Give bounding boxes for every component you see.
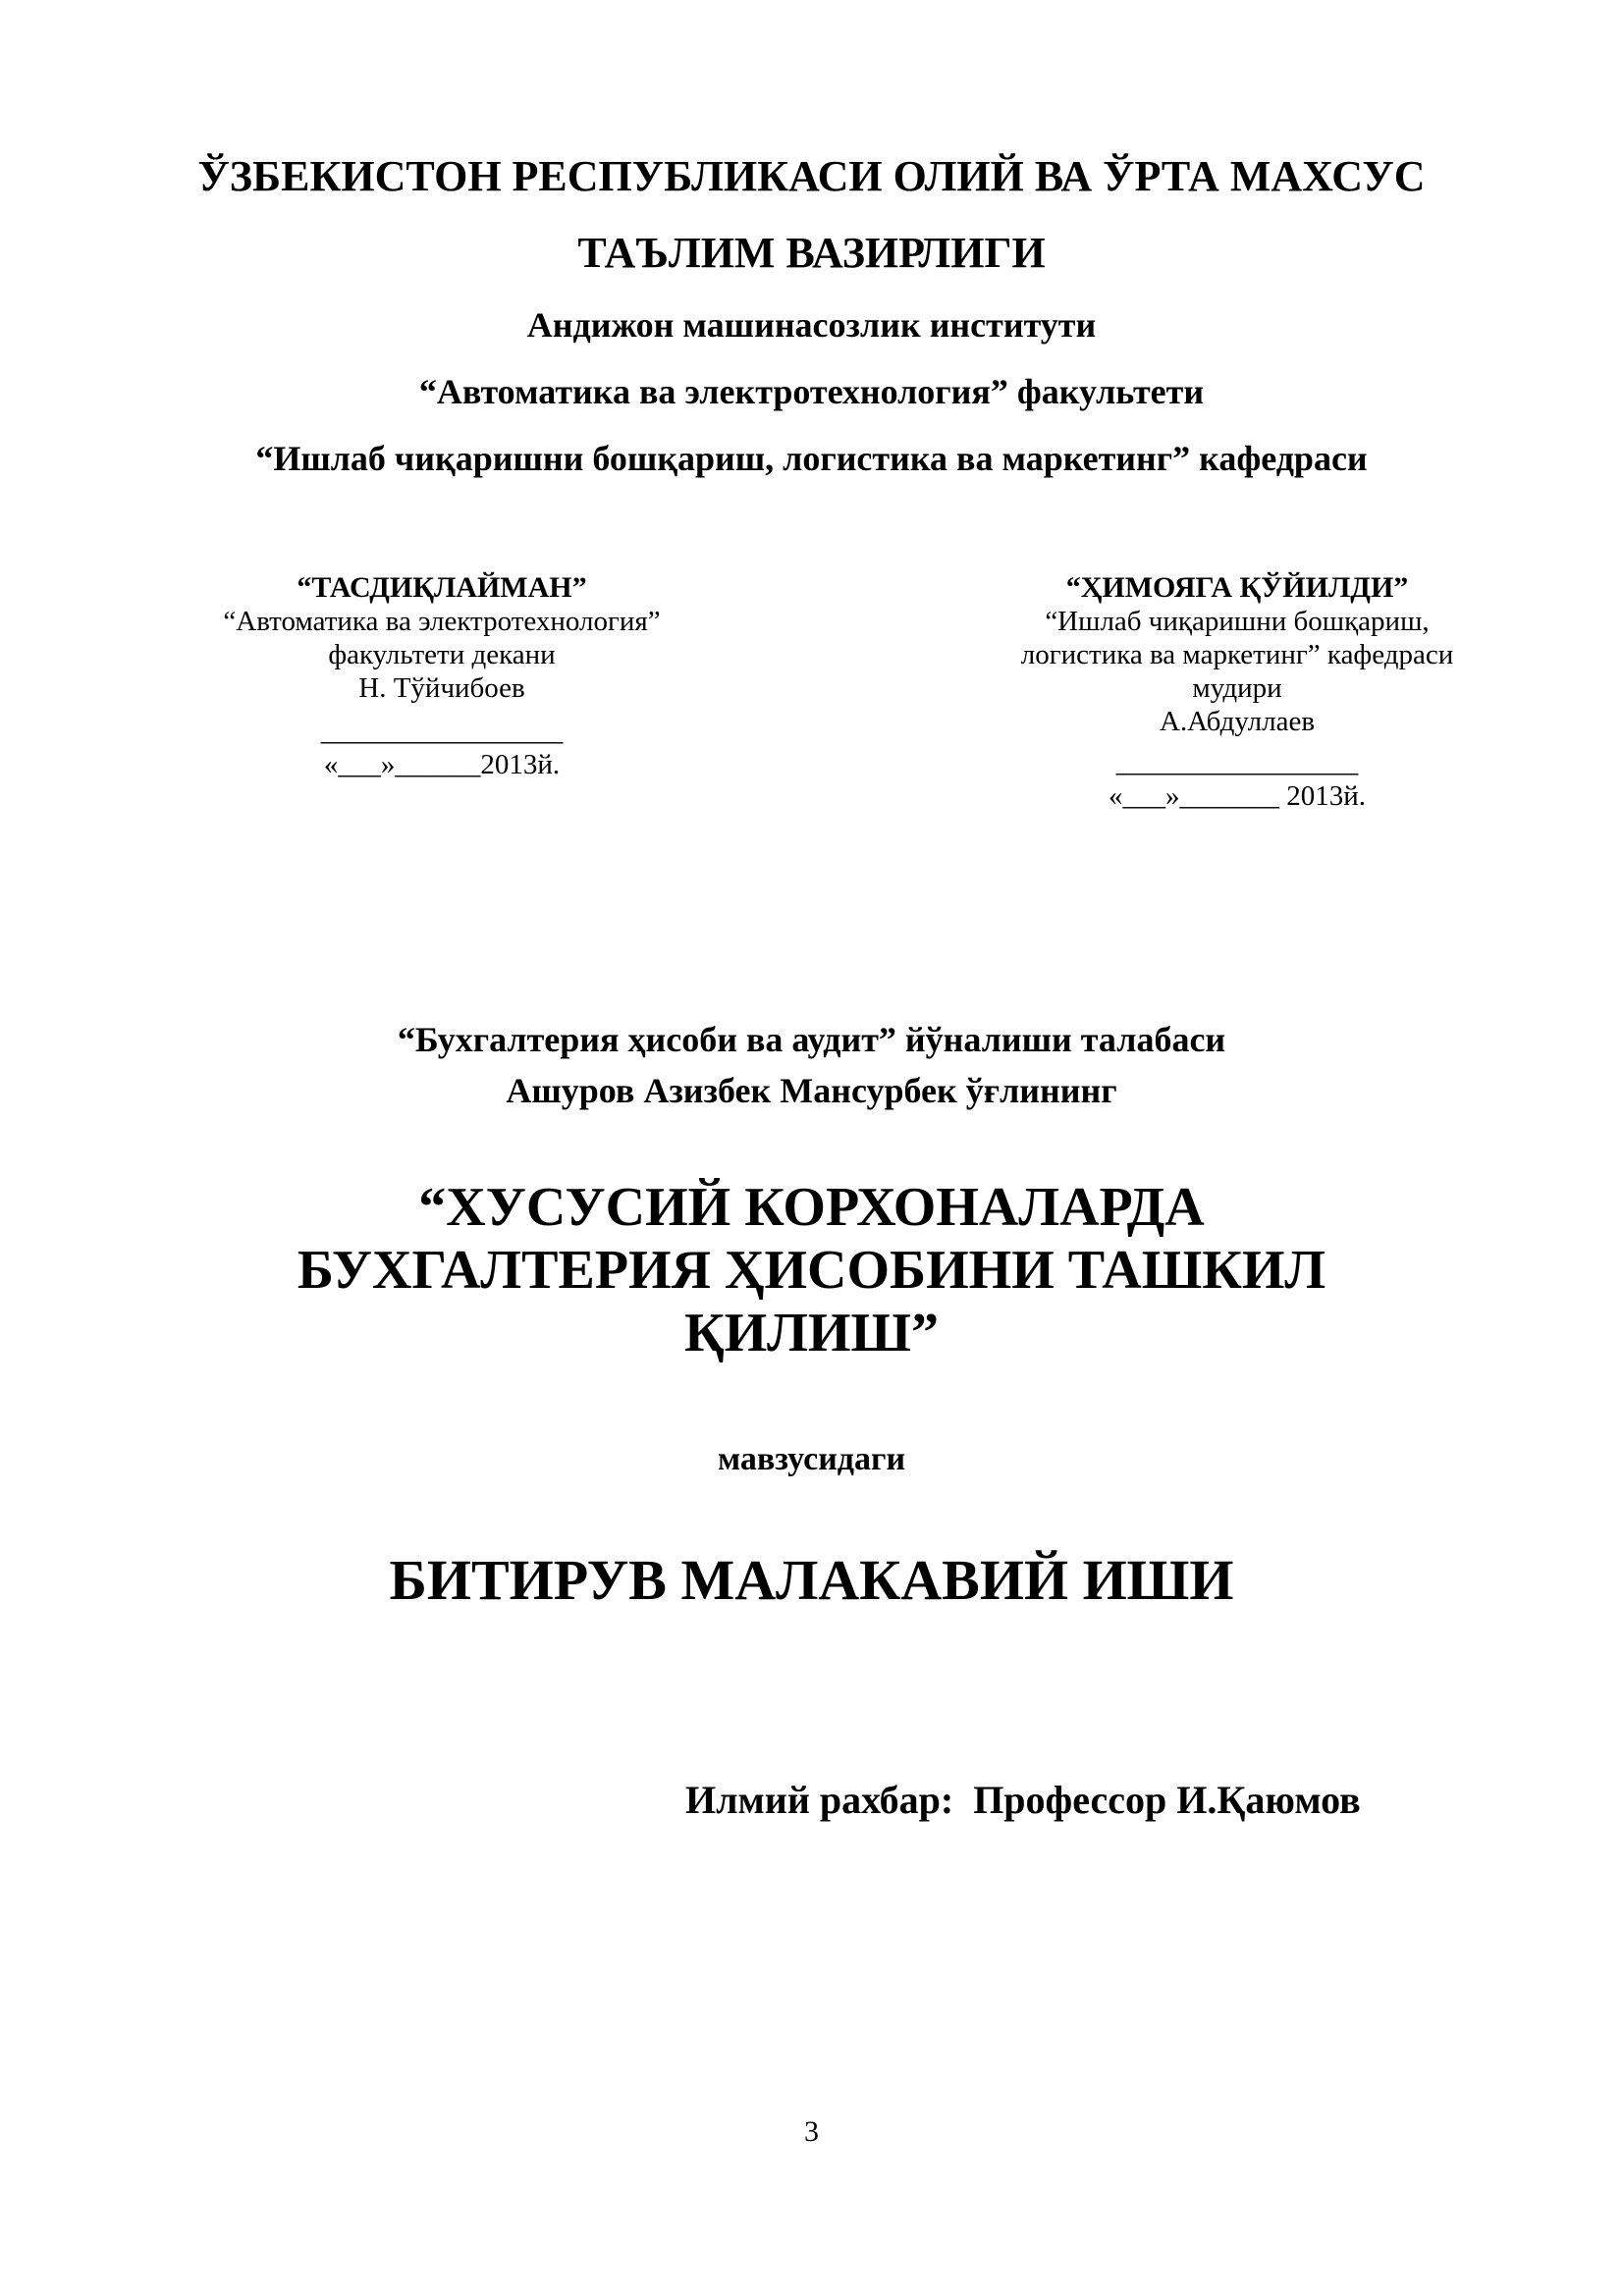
approval-left-line-1: “Автоматика ва электротехнология” [223,606,661,637]
supervisor-label: Илмий рахбар: [685,1778,954,1822]
supervisor-name: Профессор И.Қаюмов [973,1778,1361,1822]
page-number: 3 [804,2115,819,2148]
approval-left-title: “ТАСДИҚЛАЙМАН” [297,571,587,604]
approval-left-date: «___»______2013й. [323,749,561,780]
student-line-2: Ашуров Азизбек Мансурбек ўғлининг [506,1071,1117,1110]
approval-right [943,571,1532,813]
subject-word: мавзусидаги [717,1441,906,1477]
approval-right-date: «___»_______ 2013й. [1108,780,1367,812]
approval-right-name: А.Абдуллаев [1159,706,1316,737]
approval-right-line-2: логистика ва маркетинг” кафедраси [1020,639,1454,670]
student-line-1: “Бухгалтерия ҳисоби ва аудит” йўналиши талабаси [397,1020,1226,1059]
approval-right-signature-line: _________________ [1115,747,1359,778]
ministry-line-2: ТАЪЛИМ ВАЗИРЛИГИ [577,229,1046,277]
ministry-line-1: ЎЗБЕКИСТОН РЕСПУБЛИКАСИ ОЛИЙ ВА ЎРТА МАХСУС [197,152,1426,200]
supervisor [685,1777,1361,1823]
approval-left [147,571,736,781]
topic-line-3: ҚИЛИШ” [684,1303,939,1363]
department-name: “Ишлаб чиқаришни бошқариш, логистика ва маркетинг” кафедраси [255,439,1368,478]
faculty-name: “Автоматика ва электротехнология” факультети [418,372,1205,411]
approval-right-title: “ҲИМОЯГА ҚЎЙИЛДИ” [1065,571,1409,604]
topic-line-2: БУХГАЛТЕРИЯ ҲИСОБИНИ ТАШКИЛ [297,1240,1326,1301]
approval-left-line-2: факультети декани [328,639,556,670]
approval-right-line-3: мудири [1192,672,1282,704]
institute-name: Андижон машинасозлик институти [526,305,1097,345]
approval-right-line-1: “Ишлаб чиқаришни бошқариш, [1045,606,1430,637]
topic-line-1: “ХУСУСИЙ КОРХОНАЛАРДА [418,1177,1205,1238]
approval-left-signature-line: _________________ [320,716,564,747]
work-type-title: БИТИРУВ МАЛАКАВИЙ ИШИ [389,1548,1234,1612]
approval-left-name: Н. Тўйчибоев [358,672,525,704]
